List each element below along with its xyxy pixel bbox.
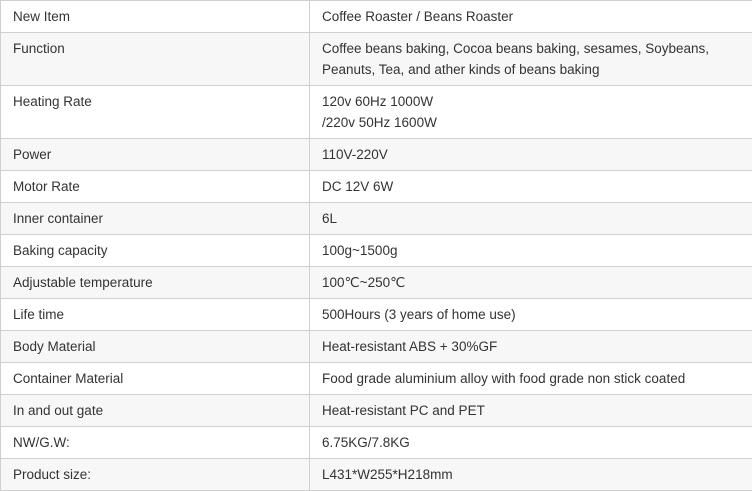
spec-value — [310, 267, 752, 299]
spec-label: Inner container — [1, 203, 310, 235]
spec-value — [310, 363, 752, 395]
spec-value-line: 500Hours (3 years of home use) — [322, 307, 516, 322]
spec-value-line: Peanuts, Tea, and ather kinds of beans baking — [322, 62, 600, 77]
spec-row-inner-container — [1, 203, 752, 235]
spec-label: NW/G.W: — [1, 427, 310, 459]
spec-value-line: Coffee Roaster / Beans Roaster — [322, 9, 514, 24]
spec-label: New Item — [1, 1, 310, 33]
spec-value-line: 100g~1500g — [322, 243, 398, 258]
spec-value — [310, 395, 752, 427]
spec-row-baking-capacity — [1, 235, 752, 267]
spec-label: Life time — [1, 299, 310, 331]
spec-value — [310, 299, 752, 331]
spec-value-line: DC 12V 6W — [322, 179, 394, 194]
spec-label: Product size: — [1, 459, 310, 491]
spec-value-line: L431*W255*H218mm — [322, 467, 453, 482]
spec-value — [310, 33, 752, 86]
spec-value-line: 6L — [322, 211, 338, 226]
spec-row-in-and-out-gate — [1, 395, 752, 427]
spec-row-motor-rate — [1, 171, 752, 203]
spec-value — [310, 459, 752, 491]
spec-value — [310, 427, 752, 459]
spec-label: Baking capacity — [1, 235, 310, 267]
spec-value-line: 120v 60Hz 1000W — [322, 94, 434, 109]
spec-value — [310, 331, 752, 363]
spec-row-heating-rate — [1, 86, 752, 139]
spec-table-body — [1, 1, 752, 491]
spec-row-power — [1, 139, 752, 171]
spec-label: Motor Rate — [1, 171, 310, 203]
spec-value-line: 100℃~250℃ — [322, 275, 406, 290]
spec-row-function — [1, 33, 752, 86]
spec-label: Heating Rate — [1, 86, 310, 139]
spec-value-line: Heat-resistant ABS + 30%GF — [322, 339, 498, 354]
spec-value-line: Food grade aluminium alloy with food grade non stick coated — [322, 371, 686, 386]
spec-label: Body Material — [1, 331, 310, 363]
spec-label: Adjustable temperature — [1, 267, 310, 299]
spec-value-line: 110V-220V — [322, 147, 388, 162]
spec-row-body-material — [1, 331, 752, 363]
spec-label: Function — [1, 33, 310, 86]
spec-row-container-material — [1, 363, 752, 395]
spec-row-new-item — [1, 1, 752, 33]
spec-label: Container Material — [1, 363, 310, 395]
spec-label: Power — [1, 139, 310, 171]
spec-label: In and out gate — [1, 395, 310, 427]
spec-row-weight — [1, 427, 752, 459]
spec-value-line: /220v 50Hz 1600W — [322, 115, 437, 130]
spec-value — [310, 171, 752, 203]
spec-value — [310, 235, 752, 267]
spec-value — [310, 86, 752, 139]
spec-row-life-time — [1, 299, 752, 331]
spec-value — [310, 1, 752, 33]
spec-row-product-size — [1, 459, 752, 491]
spec-value-line: Heat-resistant PC and PET — [322, 403, 485, 418]
spec-value — [310, 203, 752, 235]
spec-value-line: Coffee beans baking, Cocoa beans baking, sesames, Soybeans, — [322, 41, 710, 56]
spec-row-adjustable-temperature — [1, 267, 752, 299]
spec-value — [310, 139, 752, 171]
spec-value-line: 6.75KG/7.8KG — [322, 435, 410, 450]
